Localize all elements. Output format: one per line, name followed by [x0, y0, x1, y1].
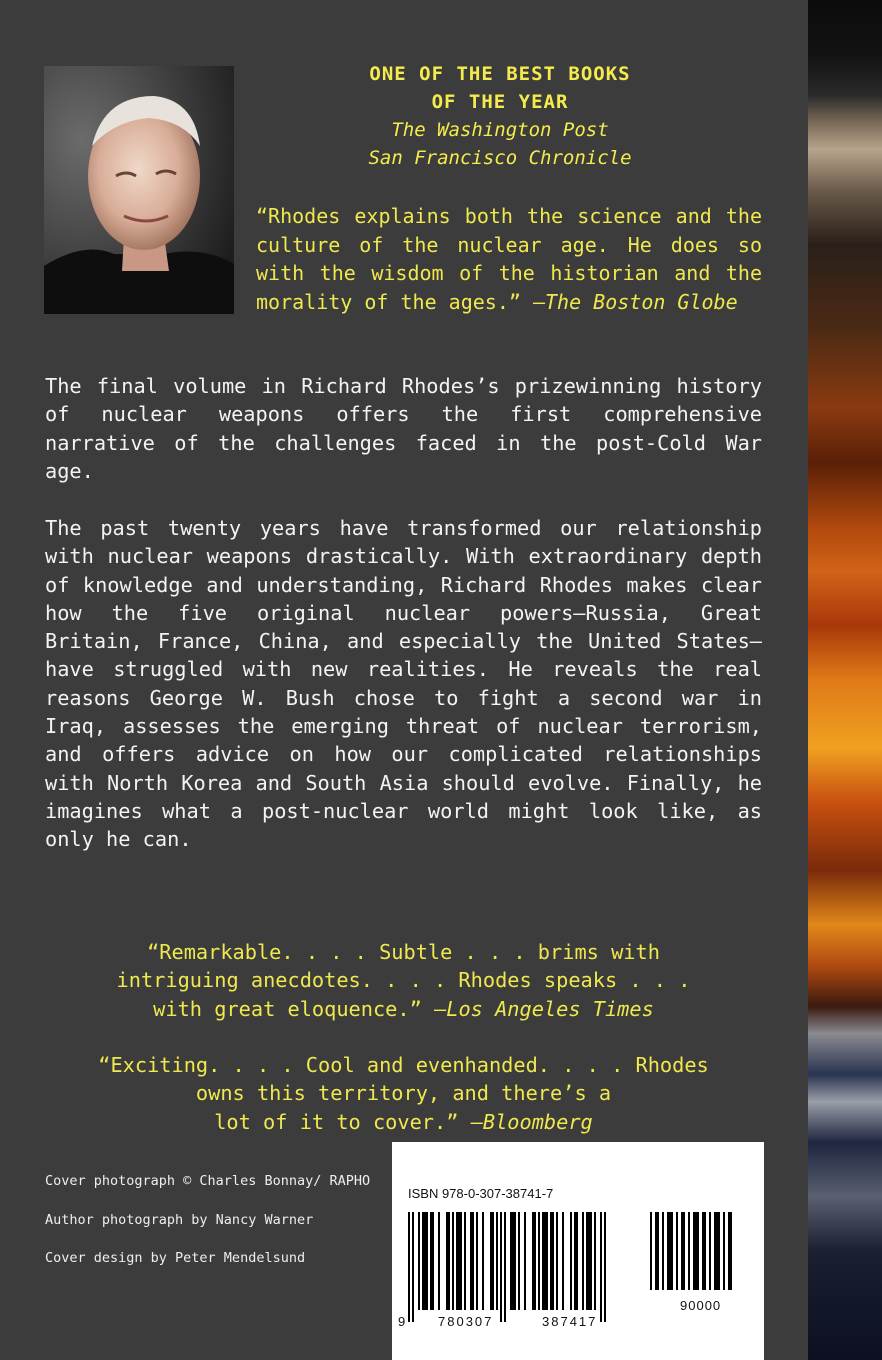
- barcode-bar: [464, 1212, 466, 1310]
- barcode-bar: [693, 1212, 699, 1290]
- author-photo: [44, 66, 234, 314]
- quote-boston-globe: [256, 202, 762, 316]
- barcode-bar: [709, 1212, 711, 1290]
- quote-la-line3: with great eloquence.” —: [153, 996, 447, 1021]
- barcode-bar: [422, 1212, 428, 1310]
- barcode-bar: [550, 1212, 554, 1310]
- headline-line1: ONE OF THE BEST BOOKS: [369, 63, 631, 85]
- price-barcode: [650, 1212, 748, 1292]
- barcode-bar: [667, 1212, 673, 1290]
- barcode-bar: [456, 1212, 462, 1310]
- barcode-bar: [408, 1212, 410, 1322]
- quote-la-source: Los Angeles Times: [446, 996, 654, 1021]
- barcode-bar: [412, 1212, 414, 1322]
- credit-cover-design: Cover design by Peter Mendelsund: [45, 1250, 306, 1266]
- barcode-bar: [518, 1212, 520, 1310]
- quote-los-angeles-times: [45, 938, 762, 1023]
- barcode-bar: [600, 1212, 602, 1322]
- barcode-bar: [482, 1212, 484, 1310]
- barcode-bar: [650, 1212, 652, 1290]
- isbn-label: ISBN 978-0-307-38741-7: [408, 1186, 554, 1201]
- barcode-bar: [570, 1212, 572, 1310]
- barcode-bar: [681, 1212, 685, 1290]
- barcode-digit-lead: 9: [398, 1314, 406, 1329]
- quote-bloomberg-line1: “Exciting. . . . Cool and evenhanded. . . . Rhodes: [98, 1053, 709, 1077]
- barcode-bar: [676, 1212, 678, 1290]
- barcode-bar: [574, 1212, 578, 1310]
- barcode-bar: [446, 1212, 450, 1310]
- barcode-bar: [702, 1212, 706, 1290]
- barcode-digits-left: 780307: [438, 1314, 494, 1329]
- quote-boston-text: “Rhodes explains both the science and the culture of the nuclear age. He does so with the wisdom of the historian and the morality of the ages.” —: [256, 204, 762, 314]
- barcode-bar: [532, 1212, 536, 1310]
- barcode-bar: [538, 1212, 540, 1310]
- barcode-bar: [582, 1212, 584, 1310]
- barcode-bar: [662, 1212, 664, 1290]
- barcode-bar: [723, 1212, 725, 1290]
- barcode-bar: [556, 1212, 558, 1310]
- credits: [45, 1172, 385, 1288]
- quote-la-line2: intriguing anecdotes. . . . Rhodes speaks . . .: [116, 968, 691, 993]
- quote-bloomberg-line3: lot of it to cover.” —: [214, 1109, 483, 1134]
- barcode-bar: [510, 1212, 516, 1310]
- barcode-bar: [562, 1212, 564, 1310]
- barcode-bar: [418, 1212, 420, 1310]
- barcode-bar: [470, 1212, 474, 1310]
- spine-cover-image: [808, 0, 882, 1360]
- barcode-bar: [688, 1212, 690, 1290]
- barcode-bar: [430, 1212, 434, 1310]
- barcode-bar: [496, 1212, 498, 1310]
- quote-boston-source: The Boston Globe: [544, 289, 738, 314]
- barcode-bar: [504, 1212, 506, 1322]
- barcode-bar: [452, 1212, 454, 1310]
- quote-bloomberg-line2: owns this territory, and there’s a: [195, 1081, 612, 1106]
- barcode-bar: [500, 1212, 502, 1322]
- blurb-paragraph-1: The final volume in Richard Rhodes’s prizewinning history of nuclear weapons offers the first comprehensive narrative of the challenges faced in the post-Cold War age.: [45, 374, 762, 483]
- barcode-bar: [728, 1212, 732, 1290]
- barcode-panel: [392, 1142, 764, 1360]
- headline-accolade: [290, 60, 710, 172]
- barcode-bar: [604, 1212, 606, 1322]
- blurb-paragraph-2: The past twenty years have transformed our relationship with nuclear weapons drastically. With extraordinary depth of knowledge and understanding, Richard Rhodes makes clear how the five original nuclear powers—Russia, Great Britain, France, China, and especially the United States—have struggled with new realities. He reveals the real reasons George W. Bush chose to fight a second war in Iraq, assesses the emerging threat of nuclear terrorism, and offers advice on how our complicated relationships with North Korea and South Asia should evolve. Finally, he imagines what a post-nuclear world might look like, as only he can.: [45, 516, 762, 852]
- ean-barcode: [408, 1212, 628, 1330]
- barcode-bar: [542, 1212, 548, 1310]
- headline-source1: The Washington Post: [391, 119, 609, 141]
- barcode-bar: [586, 1212, 592, 1310]
- credit-cover-photo: Cover photograph © Charles Bonnay/ RAPHO: [45, 1173, 371, 1189]
- barcode-price-code: 90000: [680, 1298, 722, 1313]
- quote-la-line1: “Remarkable. . . . Subtle . . . brims with: [147, 940, 660, 964]
- quote-bloomberg: [45, 1051, 762, 1136]
- quote-bloomberg-source: Bloomberg: [482, 1109, 593, 1134]
- barcode-bar: [714, 1212, 720, 1290]
- barcode-bar: [438, 1212, 440, 1310]
- barcode-bar: [524, 1212, 526, 1310]
- barcode-bar: [490, 1212, 494, 1310]
- headline-source2: San Francisco Chronicle: [368, 147, 632, 169]
- barcode-bar: [594, 1212, 596, 1310]
- barcode-bar: [476, 1212, 478, 1310]
- barcode-digits-right: 387417: [542, 1314, 598, 1329]
- headline-line2: OF THE YEAR: [431, 91, 569, 113]
- barcode-bar: [655, 1212, 659, 1290]
- credit-author-photo: Author photograph by Nancy Warner: [45, 1211, 314, 1228]
